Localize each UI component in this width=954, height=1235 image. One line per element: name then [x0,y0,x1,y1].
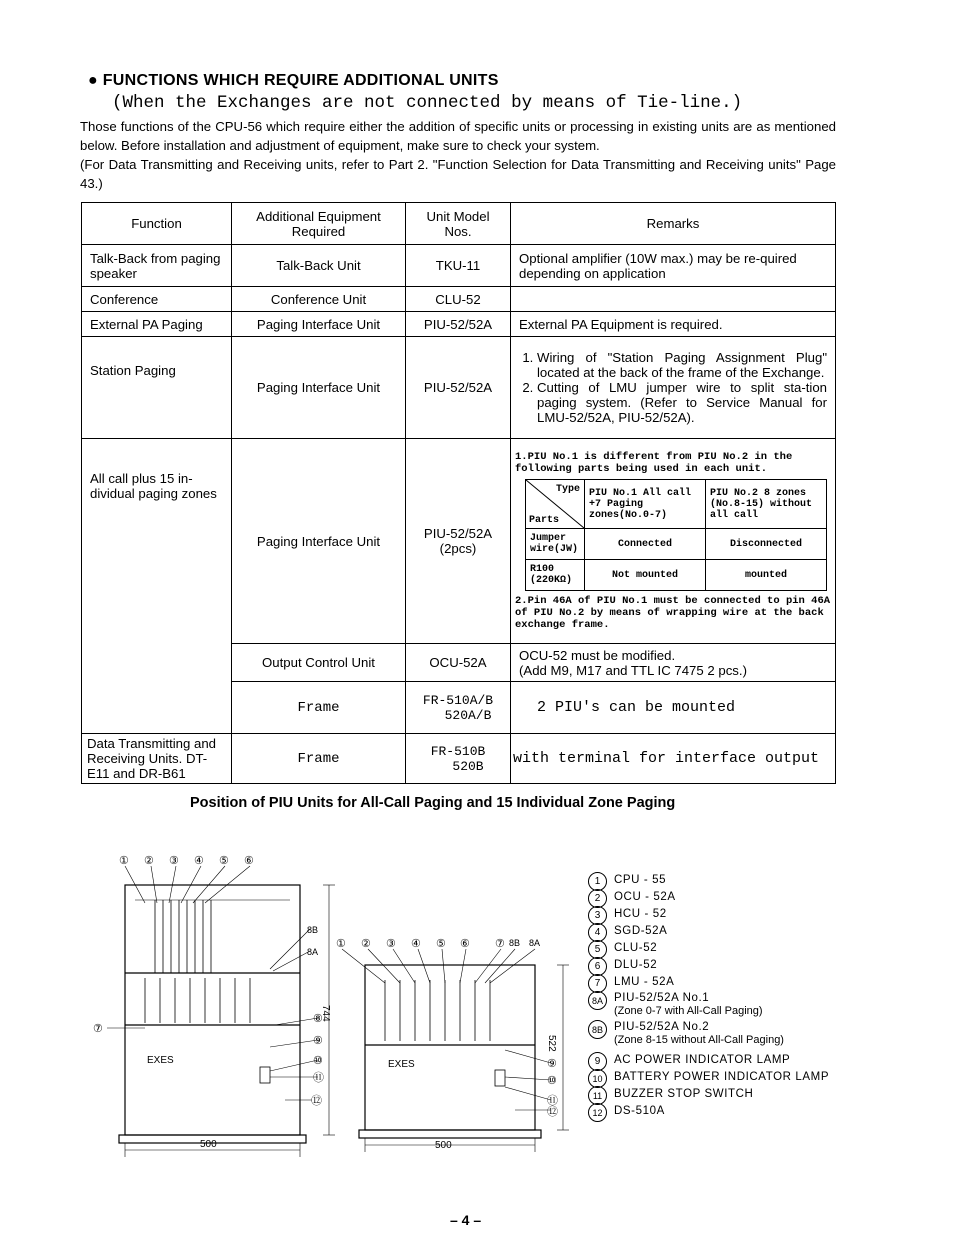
list-item [588,991,829,1020]
callout-5: ⑤ [436,938,446,950]
callout-5: ⑤ [219,855,229,867]
header-model: Unit Model Nos. [406,203,511,245]
small-cabinet-logo: EXES [388,1059,415,1070]
legend-number: 7 [588,974,607,993]
cell-function: Station Paging [82,337,232,439]
table-row [82,312,836,337]
large-cabinet-callout-labels [93,855,324,1107]
table-row [82,439,836,644]
callout-10: ⑩ [313,1055,323,1067]
section-subheading: (When the Exchanges are not connected by means of Tie-line.) [112,93,743,113]
callout-8b: 8B [509,938,521,948]
callout-1: ① [119,855,129,867]
section-heading: ● FUNCTIONS WHICH REQUIRE ADDITIONAL UNITS [88,72,499,89]
cell-equipment: Output Control Unit [232,644,406,682]
list-item [588,923,829,940]
cell-model [406,439,511,644]
parts-label: Parts [529,515,560,526]
large-cabinet-logo: EXES [147,1055,174,1066]
large-height-label: 744 [320,1005,331,1022]
intro-paragraph-2: (For Data Transmitting and Receiving units, refer to Part 2. "Function Selection for Data Transmitting and Receiving units" Page 43.) [80,157,836,191]
legend-number: 12 [588,1103,607,1122]
cell-remarks: External PA Equipment is required. [511,312,836,337]
cell-model [406,734,511,784]
callout-8a: 8A [529,938,541,948]
model-value: PIU-52/52A [423,526,493,541]
legend-text: CPU - 55 [614,874,667,886]
table-row [82,245,836,287]
cell-model [406,682,511,734]
cell-remarks [511,439,836,644]
legend-number: 8A [588,991,607,1010]
small-cabinet-body [365,965,535,1130]
intro-paragraph-1: Those functions of the CPU-56 which require either the addition of specific units or processing in existing units are as mentioned below. Before installation and adjustment of equipment, make sure to check your system. [80,119,836,153]
callout-3: ③ [169,855,179,867]
piu1-header: PIU No.1 All call +7 Paging zones(No.0-7) [585,480,706,529]
list-item [588,1086,829,1103]
callout-4: ④ [411,938,421,950]
model-line: FR-510B [430,743,486,759]
callout-11: ⑪ [547,1095,558,1107]
callout-7: ⑦ [495,938,505,950]
callout-10: ⑩ [547,1075,557,1087]
legend-number: 3 [588,906,607,925]
small-cabinet-callouts [342,949,551,1110]
remark-item: 2. Cutting of LMU jumper wire to split sta-tion paging system. (Refer to Service Manual for LMU-52/52A, PIU-52/52A). [537,380,827,425]
callout-8a: 8A [307,947,319,957]
legend-number: 5 [588,940,607,959]
small-height-label: 522 [546,1035,557,1052]
large-cabinet [119,885,306,1143]
cell-function: Data Transmitting and Receiving Units. DT-E11 and DR-B61 [82,734,232,784]
table-row [526,560,827,591]
cabinet-diagram [85,845,585,1165]
table-row [82,287,836,312]
list-item [588,906,829,923]
legend-number: 9 [588,1052,607,1071]
cell-remarks [511,337,836,439]
legend-text: AC POWER INDICATOR LAMP [614,1054,791,1066]
callout-6: ⑥ [244,855,254,867]
cell-equipment: Paging Interface Unit [232,312,406,337]
table-header-row [82,203,836,245]
functions-table [81,202,836,784]
cell-remarks: Optional amplifier (10W max.) may be re-quired depending on application [511,245,836,287]
legend-number: 4 [588,923,607,942]
cell-function: External PA Paging [82,312,232,337]
model-line: 520B [452,758,484,774]
large-width-label: 500 [200,1139,217,1150]
legend-number: 1 [588,872,607,891]
cell-remarks [511,287,836,312]
cell-equipment: Paging Interface Unit [232,439,406,644]
callout-12: ⑫ [311,1095,322,1107]
cell-equipment: Conference Unit [232,287,406,312]
piu2-header: PIU No.2 8 zones (No.8-15) without all call [706,480,827,529]
callout-8b: 8B [307,925,319,935]
remark-note-1: 1.PIU No.1 is different from PIU No.2 in the following parts being used in each unit. [515,451,793,475]
legend-number: 11 [588,1086,607,1105]
table-row [82,734,836,784]
cell-remarks [511,644,836,682]
cell-equipment: Frame [232,734,406,784]
callout-6: ⑥ [460,938,470,950]
list-item [588,889,829,906]
legend-text: OCU - 52A [614,891,676,903]
legend-text: CLU-52 [614,942,658,954]
callout-1: ① [336,938,346,950]
page-number: – 4 – [450,1212,482,1228]
header-equipment: Additional Equipment Required [232,203,406,245]
legend-number: 8B [588,1020,607,1039]
list-item [588,872,829,889]
legend-text: DLU-52 [614,959,658,971]
type-label: Type [555,484,580,495]
legend-text: BUZZER STOP SWITCH [614,1088,754,1100]
diagram-legend [588,872,829,1120]
callout-12: ⑫ [547,1106,558,1118]
list-item [588,1052,829,1069]
list-item [588,1103,829,1120]
diagram-title: Position of PIU Units for All-Call Paging and 15 Individual Zone Paging [190,795,676,811]
legend-text: DS-510A [614,1105,665,1117]
large-cabinet-body [125,885,300,1135]
cell-model: OCU-52A [406,644,511,682]
callout-2: ② [361,938,371,950]
piu-parts-table [525,479,827,591]
legend-number: 10 [588,1069,607,1088]
legend-number: 6 [588,957,607,976]
cell-function [82,682,232,734]
cell-equipment: Paging Interface Unit [232,337,406,439]
legend-text: PIU-52/52A No.2 [614,1021,710,1033]
cell-model: PIU-52/52A [406,312,511,337]
cell-remarks: with terminal for interface output [511,734,836,784]
model-quantity: (2pcs) [439,541,477,556]
small-width-label: 500 [435,1140,452,1151]
large-cabinet-callouts [107,866,318,1100]
legend-subtext: (Zone 8-15 without All-Call Paging) [614,1034,784,1046]
legend-text: SGD-52A [614,925,668,937]
cell-model: CLU-52 [406,287,511,312]
list-item [588,940,829,957]
cell-model: TKU-11 [406,245,511,287]
remark-line: OCU-52 must be modified. [519,647,676,663]
piu2-resistor: mounted [706,560,827,591]
cell-function: Conference [82,287,232,312]
legend-text: HCU - 52 [614,908,667,920]
cell-equipment: Talk-Back Unit [232,245,406,287]
cell-equipment: Frame [232,682,406,734]
cell-function: Talk-Back from paging speaker [82,245,232,287]
callout-7: ⑦ [93,1023,103,1035]
list-item [588,1020,829,1052]
cell-model: PIU-52/52A [406,337,511,439]
table-row [526,480,827,529]
callout-11: ⑪ [313,1072,324,1084]
legend-text: BATTERY POWER INDICATOR LAMP [614,1071,830,1083]
list-item [588,974,829,991]
legend-text: LMU - 52A [614,976,675,988]
list-item [588,957,829,974]
legend-subtext: (Zone 0-7 with All-Call Paging) [614,1005,763,1017]
cell-remarks: 2 PIU's can be mounted [511,682,836,734]
table-row [526,529,827,560]
callout-2: ② [144,855,154,867]
callout-9: ⑨ [313,1035,323,1047]
resistor-label: R100 (220KΩ) [526,560,585,591]
piu1-jumper: Connected [585,529,706,560]
header-function: Function [82,203,232,245]
table-row [82,337,836,439]
small-cabinet-cards [385,980,490,1041]
remark-line: (Add M9, M17 and TTL IC 7475 2 pcs.) [519,662,747,678]
callout-4: ④ [194,855,204,867]
piu1-resistor: Not mounted [585,560,706,591]
type-parts-cell [526,480,585,529]
piu2-jumper: Disconnected [706,529,827,560]
cell-function: All call plus 15 in-dividual paging zones [82,439,232,682]
remark-note-2: 2.Pin 46A of PIU No.1 must be connected to pin 46A of PIU No.2 by means of wrapping wire at the back exchange frame. [515,595,831,631]
legend-text: PIU-52/52A No.1 [614,992,710,1004]
callout-8: ⑧ [313,1013,323,1025]
legend-number: 2 [588,889,607,908]
table-row [82,682,836,734]
small-cabinet-base [359,1130,541,1138]
large-cabinet-dimensions [125,885,335,1157]
small-cabinet [359,965,541,1138]
jumper-label: Jumper wire(JW) [526,529,585,560]
header-remarks: Remarks [511,203,836,245]
callout-3: ③ [386,938,396,950]
remark-item: 1. Wiring of "Station Paging Assignment Plug" located at the back of the frame of the Exchange. [537,350,827,380]
model-line: FR-510A/B [422,692,494,708]
list-item [588,1069,829,1086]
callout-9: ⑨ [547,1058,557,1070]
model-line: 520A/B [444,707,492,723]
large-cabinet-cards [145,900,250,1023]
